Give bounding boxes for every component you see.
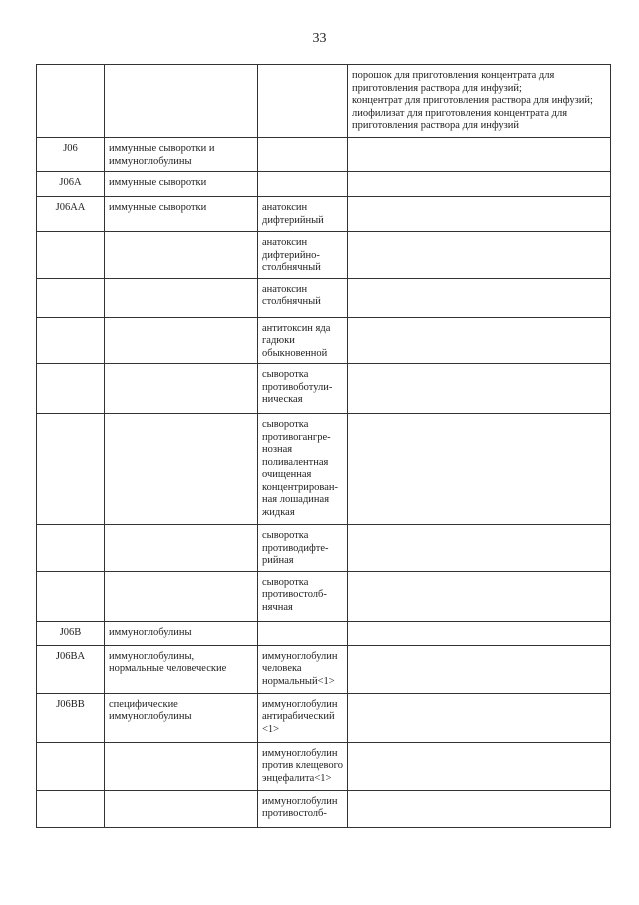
atc-code-cell: J06BB — [37, 693, 105, 742]
dosage-form-cell — [348, 414, 611, 525]
table-row — [37, 138, 611, 172]
drug-cell: анатоксин дифтерийно- столбнячный — [258, 232, 348, 279]
drug-cell: иммуноглобулин антирабический <1> — [258, 693, 348, 742]
atc-code-cell — [37, 65, 105, 138]
dosage-form-cell — [348, 278, 611, 317]
table-row — [37, 742, 611, 790]
dosage-form-cell — [348, 232, 611, 279]
atc-code-cell: J06B — [37, 621, 105, 645]
group-cell: специфические иммуноглобулины — [105, 693, 258, 742]
table-row — [37, 317, 611, 364]
group-cell — [105, 364, 258, 414]
table-row — [37, 172, 611, 197]
drug-cell: анатоксин дифтерийный — [258, 197, 348, 232]
group-cell — [105, 790, 258, 827]
drug-cell — [258, 138, 348, 172]
group-cell — [105, 525, 258, 572]
atc-code-cell — [37, 414, 105, 525]
dosage-form-cell — [348, 317, 611, 364]
drug-cell: иммуноглобулин человека нормальный<1> — [258, 645, 348, 693]
atc-code-cell — [37, 790, 105, 827]
atc-code-cell: J06AA — [37, 197, 105, 232]
table-row — [37, 645, 611, 693]
atc-code-cell — [37, 278, 105, 317]
table-row — [37, 525, 611, 572]
dosage-form-cell — [348, 742, 611, 790]
atc-code-cell: J06A — [37, 172, 105, 197]
drug-cell — [258, 621, 348, 645]
table-row — [37, 621, 611, 645]
dosage-form-cell: порошок для приготовления концентрата для приготовления раствора для инфузий; концентрат для приготовления раствора для инфузий; лиофилизат для приготовления концентрата для приготовления раствора для инфузий — [348, 65, 611, 138]
group-cell — [105, 317, 258, 364]
table-row — [37, 364, 611, 414]
atc-code-cell — [37, 317, 105, 364]
atc-code-cell — [37, 232, 105, 279]
dosage-form-cell — [348, 790, 611, 827]
atc-code-cell — [37, 571, 105, 621]
dosage-form-cell — [348, 571, 611, 621]
dosage-form-cell — [348, 525, 611, 572]
drug-cell: антитоксин яда гадюки обыкновенной — [258, 317, 348, 364]
table-row — [37, 414, 611, 525]
drug-cell: сыворотка противогангре- нозная поливалентная очищенная концентрирован- ная лошадиная жидкая — [258, 414, 348, 525]
atc-code-cell — [37, 742, 105, 790]
group-cell — [105, 414, 258, 525]
dosage-form-cell — [348, 645, 611, 693]
group-cell: иммунные сыворотки — [105, 172, 258, 197]
table-row — [37, 571, 611, 621]
dosage-form-cell — [348, 172, 611, 197]
group-cell — [105, 232, 258, 279]
group-cell: иммунные сыворотки — [105, 197, 258, 232]
group-cell: иммунные сыворотки и иммуноглобулины — [105, 138, 258, 172]
drug-cell: сыворотка противостолб- нячная — [258, 571, 348, 621]
table-row — [37, 278, 611, 317]
dosage-form-cell — [348, 621, 611, 645]
group-cell: иммуноглобулины — [105, 621, 258, 645]
drug-cell: сыворотка противодифте- рийная — [258, 525, 348, 572]
drug-cell: иммуноглобулин противостолб- — [258, 790, 348, 827]
drug-cell: сыворотка противоботули- ническая — [258, 364, 348, 414]
dosage-form-cell — [348, 138, 611, 172]
atc-code-cell: J06 — [37, 138, 105, 172]
drug-classification-table — [36, 64, 611, 828]
group-cell — [105, 571, 258, 621]
dosage-form-cell — [348, 693, 611, 742]
group-cell — [105, 65, 258, 138]
dosage-form-cell — [348, 364, 611, 414]
table-row — [37, 790, 611, 827]
atc-code-cell — [37, 364, 105, 414]
dosage-form-cell — [348, 197, 611, 232]
drug-cell — [258, 65, 348, 138]
drug-cell: иммуноглобулин против клещевого энцефалита<1> — [258, 742, 348, 790]
atc-code-cell: J06BA — [37, 645, 105, 693]
page-number: 33 — [312, 31, 327, 46]
group-cell: иммуноглобулины, нормальные человеческие — [105, 645, 258, 693]
atc-code-cell — [37, 525, 105, 572]
table-row — [37, 197, 611, 232]
table-row — [37, 65, 611, 138]
group-cell — [105, 742, 258, 790]
table-row — [37, 232, 611, 279]
drug-cell — [258, 172, 348, 197]
group-cell — [105, 278, 258, 317]
drug-cell: анатоксин столбнячный — [258, 278, 348, 317]
table-row — [37, 693, 611, 742]
